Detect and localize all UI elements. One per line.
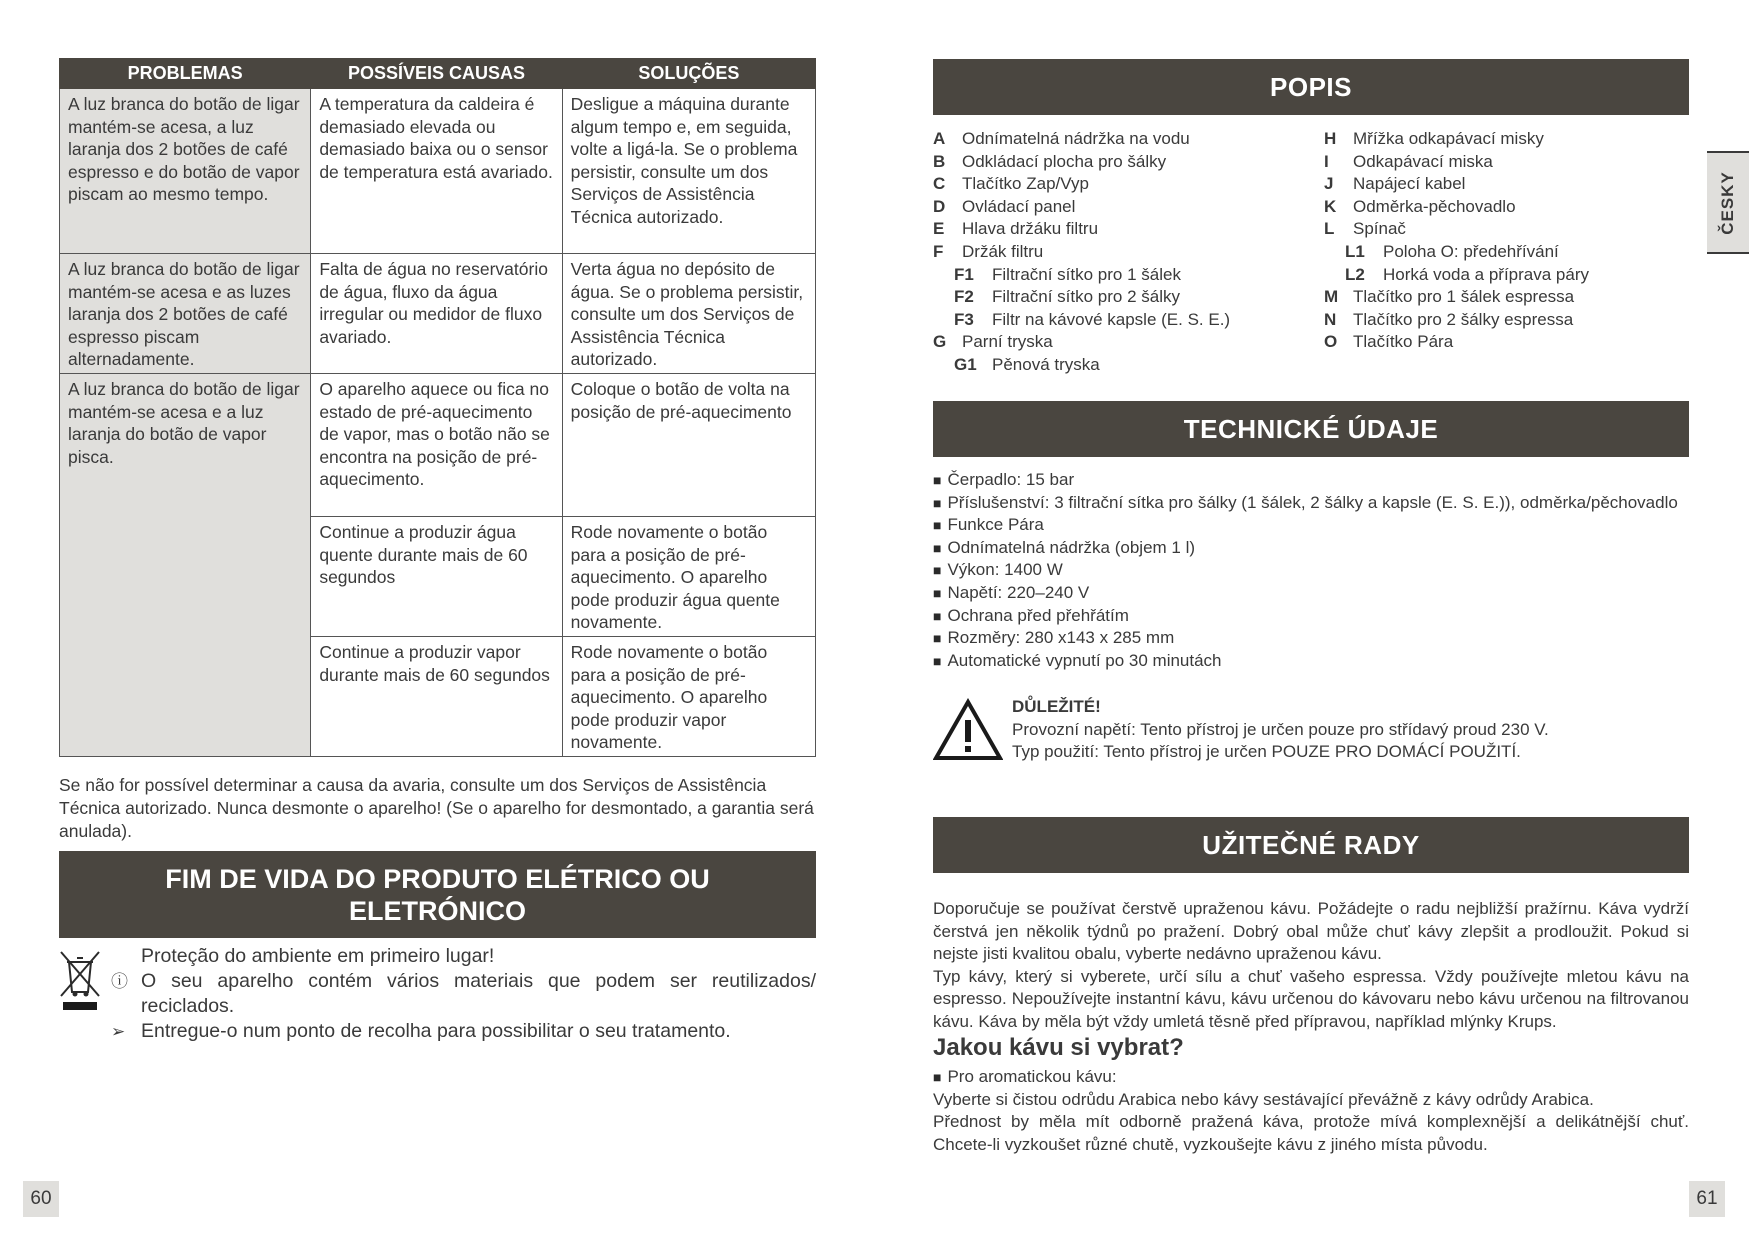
- list-item: F1 Filtrační sítko pro 1 šálek: [954, 264, 1181, 284]
- list-item: K Odměrka-pěchovadlo: [1324, 196, 1516, 216]
- cause-cell: Falta de água no reservatório de água, fluxo da água irregular ou medidor de fluxo avariado.: [311, 254, 562, 374]
- table-header-row: [60, 59, 816, 89]
- list-item: N Tlačítko pro 2 šálky espressa: [1324, 309, 1574, 329]
- list-item: ■ Funkce Pára: [933, 514, 1678, 537]
- language-tab-label: ČESKY: [1718, 170, 1738, 235]
- env-text-2: O seu aparelho contém vários materiais que podem ser reutilizados/ reciclados.: [141, 970, 816, 1017]
- list-item: ■ Ochrana před přehřátím: [933, 605, 1678, 628]
- aromatic-paragraph-2: Přednost by měla mít odborně pražená káva, protože mívá komplexnější a delikátnější chuť. Chcete-li vyzkoušet různé chutě, vyzkoušejte kávu z jiného místa původu.: [933, 1112, 1689, 1154]
- warning-line-1: Provozní napětí: Tento přístroj je určen pouze pro střídavý proud 230 V.: [1012, 719, 1549, 739]
- list-item: L2 Horká voda a příprava páry: [1345, 264, 1589, 284]
- solution-cell: Desligue a máquina durante algum tempo e, em seguida, volte a ligá-la. Se o problema persistir, consulte um dos Serviços de Assistência Técnica autorizado.: [562, 89, 815, 254]
- list-item: B Odkládací plocha pro šálky: [933, 151, 1167, 171]
- tips-paragraph-2: Typ kávy, který si vyberete, určí sílu a chuť vašeho espressa. Vždy používejte mletou kávu na espresso. Nepoužívejte instantní kávu, kávu určenou do kávovaru nebo kávu určenou na filtrovanou kávu. Káva by měla být vždy umletá těsně před přípravou, například mlýnky Krups.: [933, 966, 1689, 1031]
- info-icon: ⓘ: [111, 972, 128, 991]
- list-item: F Držák filtru: [933, 241, 1044, 261]
- solution-cell: Verta água no depósito de água. Se o problema persistir, consulte um dos Serviços de Assistência Técnica autorizado.: [562, 254, 815, 374]
- aromatic-bullet: ■ Pro aromatickou kávu:: [933, 1066, 1689, 1089]
- tips-text: [933, 898, 1689, 1034]
- header-problems: PROBLEMAS: [60, 59, 311, 89]
- language-tab: [1707, 151, 1749, 254]
- cause-cell: A temperatura da caldeira é demasiado elevada ou demasiado baixa ou o sensor de temperatura está avariado.: [311, 89, 562, 254]
- header-causes: POSSÍVEIS CAUSAS: [311, 59, 562, 89]
- list-item: L Spínač: [1324, 219, 1406, 239]
- cause-cell: O aparelho aquece ou fica no estado de pré-aquecimento de vapor, mas o botão não se encontra na posição de pré-aquecimento.: [311, 374, 562, 517]
- table-row: [60, 89, 816, 254]
- cause-cell: Continue a produzir vapor durante mais de 60 segundos: [311, 637, 562, 757]
- list-item: F3 Filtr na kávové kapsle (E. S. E.): [954, 309, 1231, 329]
- parts-list-left: [933, 128, 1313, 377]
- list-item: I Odkapávací miska: [1324, 151, 1493, 171]
- env-line-1: [111, 944, 816, 969]
- header-solutions: SOLUÇÕES: [562, 59, 815, 89]
- aromatic-paragraph-1: Vyberte si čistou odrůdu Arabica nebo kávy sestávající převážně z kávy odrůdy Arabica.: [933, 1089, 1594, 1109]
- list-item: C Tlačítko Zap/Vyp: [933, 174, 1089, 194]
- list-item: H Mřížka odkapávací misky: [1324, 129, 1544, 148]
- solution-cell: Rode novamente o botão para a posição de pré-aquecimento. O aparelho pode produzir vapor novamente.: [562, 637, 815, 757]
- list-item: ■ Příslušenství: 3 filtrační sítka pro šálky (1 šálek, 2 šálky a kapsle (E. S. E.)), odměrka/pěchovadlo: [933, 492, 1678, 515]
- list-item: F2 Filtrační sítko pro 2 šálky: [954, 287, 1181, 307]
- solution-cell: Rode novamente o botão para a posição de pré-aquecimento. O aparelho pode produzir água quente novamente.: [562, 517, 815, 637]
- tech-specs-heading: TECHNICKÉ ÚDAJE: [933, 401, 1689, 457]
- list-item: J Napájecí kabel: [1324, 174, 1466, 194]
- warning-title: DŮLEŽITÉ!: [1012, 697, 1101, 716]
- tips-paragraph-1: Doporučuje se používat čerstvě upraženou kávu. Požádejte o radu nejbližší pražírnu. Káva vydrží čerstvá jen několik týdnů po pražení. Dobrý obal může chuť kávy zlepšit a prodloužit. Pokud si nejste jisti kvalitou obalu, vyberte nedávno upraženou kávu.: [933, 899, 1689, 964]
- list-item: L1 Poloha O: předehřívání: [1345, 241, 1559, 261]
- troubleshooting-table: [59, 58, 816, 757]
- banner-line-2: ELETRÓNICO: [348, 895, 526, 926]
- list-item: A Odnímatelná nádržka na vodu: [933, 129, 1190, 148]
- environment-section: [111, 944, 816, 1044]
- list-item: ■ Odnímatelná nádržka (objem 1 l): [933, 537, 1678, 560]
- warning-triangle-icon: [933, 698, 1003, 762]
- list-item: O Tlačítko Pára: [1324, 332, 1454, 352]
- table-row: [60, 374, 816, 517]
- list-item: ■ Automatické vypnutí po 30 minutách: [933, 650, 1678, 673]
- list-item: G1 Pěnová tryska: [954, 354, 1100, 374]
- env-line-3: [111, 1019, 816, 1044]
- tech-specs-list: [933, 469, 1678, 672]
- end-of-life-banner: [59, 851, 816, 938]
- solution-cell: Coloque o botão de volta na posição de pré-aquecimento: [562, 374, 815, 517]
- env-text-1: Proteção do ambiente em primeiro lugar!: [141, 945, 495, 967]
- popis-heading: POPIS: [933, 59, 1689, 115]
- cause-cell: Continue a produzir água quente durante mais de 60 segundos: [311, 517, 562, 637]
- problem-cell: A luz branca do botão de ligar mantém-se acesa e as luzes laranja dos 2 botões de café espresso piscam alternadamente.: [60, 254, 311, 374]
- page-number-left: 60: [23, 1181, 59, 1217]
- warning-line-2: Typ použití: Tento přístroj je určen POUZE PRO DOMÁCÍ POUŽITÍ.: [1012, 742, 1521, 762]
- list-item: ■ Rozměry: 280 x143 x 285 mm: [933, 627, 1678, 650]
- list-item: M Tlačítko pro 1 šálek espressa: [1324, 287, 1575, 307]
- weee-bin-icon: [59, 950, 101, 1012]
- page-number-right: 61: [1689, 1181, 1725, 1217]
- tips-heading: UŽITEČNÉ RADY: [933, 817, 1689, 873]
- list-item: ■ Napětí: 220–240 V: [933, 582, 1678, 605]
- list-item: ■ Čerpadlo: 15 bar: [933, 469, 1678, 492]
- table-row: [60, 254, 816, 374]
- problem-cell: A luz branca do botão de ligar mantém-se acesa e a luz laranja do botão de vapor pisca.: [60, 374, 311, 757]
- list-item: D Ovládací panel: [933, 196, 1076, 216]
- list-item: E Hlava držáku filtru: [933, 219, 1099, 239]
- env-text-3: Entregue-o num ponto de recolha para possibilitar o seu tratamento.: [141, 1020, 731, 1042]
- env-line-2: [111, 969, 816, 1019]
- banner-line-1: FIM DE VIDA DO PRODUTO ELÉTRICO OU: [165, 863, 710, 894]
- coffee-choice-heading: Jakou kávu si vybrat?: [933, 1034, 1184, 1061]
- list-item: G Parní tryska: [933, 332, 1053, 352]
- troubleshooting-section: [59, 58, 816, 757]
- list-item: ■ Výkon: 1400 W: [933, 559, 1678, 582]
- problem-cell: A luz branca do botão de ligar mantém-se acesa, a luz laranja dos 2 botões de café espresso e do botão de vapor piscam ao mesmo tempo.: [60, 89, 311, 254]
- parts-list-right: [1324, 128, 1689, 354]
- arrow-icon: ➢: [111, 1022, 126, 1041]
- aromatic-coffee-section: [933, 1066, 1689, 1156]
- warranty-note: Se não for possível determinar a causa da avaria, consulte um dos Serviços de Assistência Técnica autorizado. Nunca desmonte o aparelho! (Se o aparelho for desmontado, a garantia será anulada).: [59, 775, 814, 841]
